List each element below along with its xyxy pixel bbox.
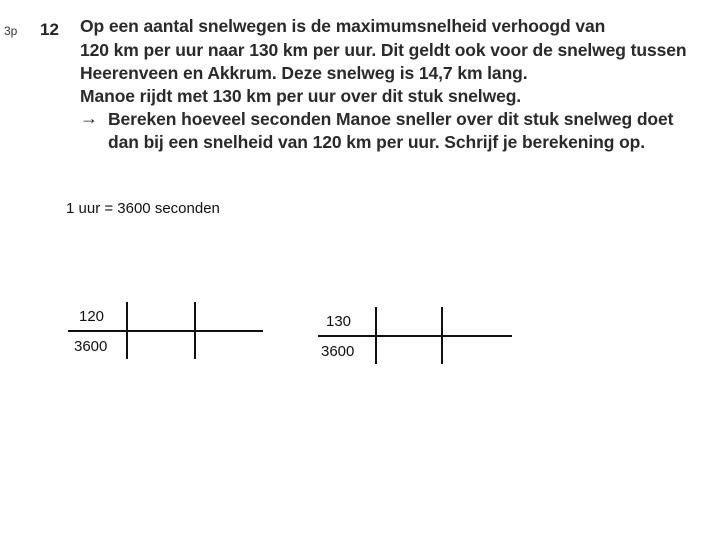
table-1-divider-1 xyxy=(126,302,128,359)
table-2-divider-1 xyxy=(375,307,377,364)
task-line-1: Bereken hoeveel seconden Manoe sneller over dit stuk snelweg doet xyxy=(108,109,674,129)
table-1-horizontal-line xyxy=(68,330,263,332)
arrow-icon: → xyxy=(80,108,98,128)
conversion-note: 1 uur = 3600 seconden xyxy=(66,200,220,217)
question-number: 12 xyxy=(40,20,59,39)
table-1-top-value: 120 xyxy=(79,308,105,325)
question-line-1: Op een aantal snelwegen is de maximumsnelheid verhoogd van xyxy=(80,16,606,36)
table-2-top-value: 130 xyxy=(326,313,352,330)
task-line-2: dan bij een snelheid van 120 km per uur. Schrijf je berekening op. xyxy=(108,132,646,152)
table-1-bottom-value: 3600 xyxy=(74,338,108,355)
question-line-4: Manoe rijdt met 130 km per uur over dit stuk snelweg. xyxy=(80,86,522,106)
table-2-bottom-value: 3600 xyxy=(321,343,355,360)
question-line-2: 120 km per uur naar 130 km per uur. Dit geldt ook voor de snelweg tussen xyxy=(80,40,687,60)
points-label: 3p xyxy=(4,24,18,38)
table-2-divider-2 xyxy=(441,307,443,364)
question-line-3: Heerenveen en Akkrum. Deze snelweg is 14,7 km lang. xyxy=(80,63,528,83)
table-1-divider-2 xyxy=(194,302,196,359)
table-2-horizontal-line xyxy=(318,335,512,337)
